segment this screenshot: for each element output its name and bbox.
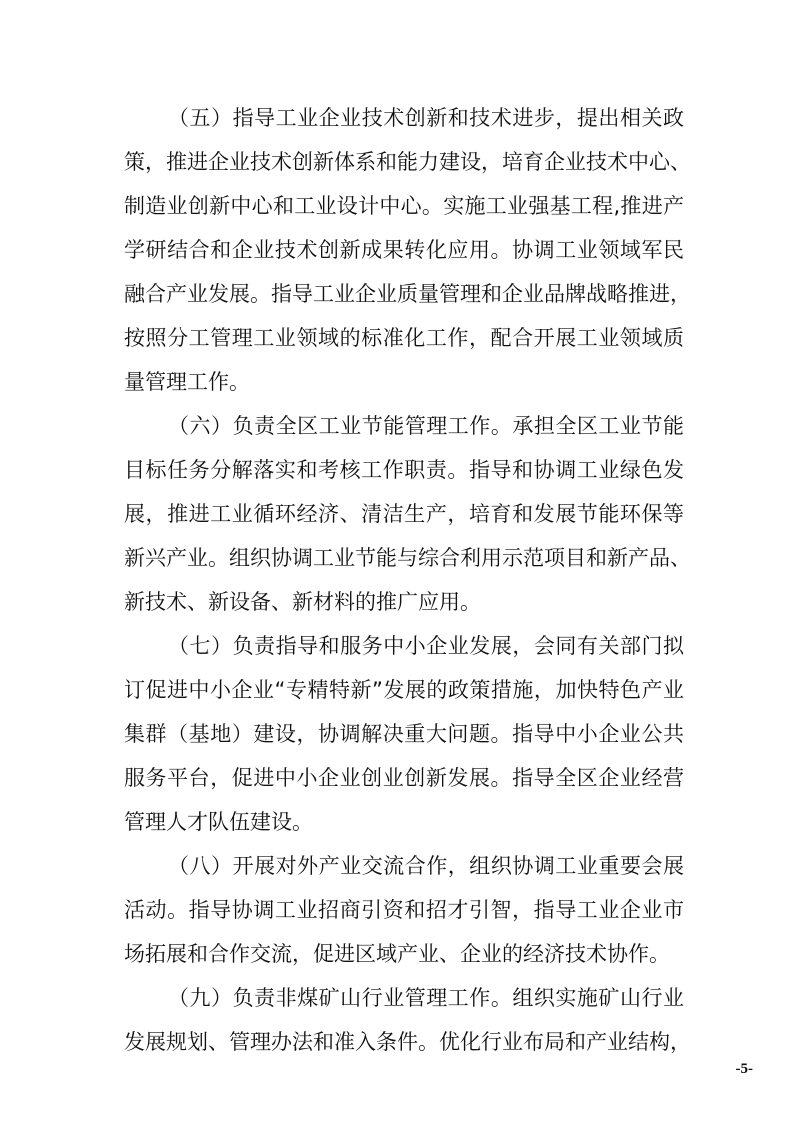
paragraph-6-line-2: 目标任务分解落实和考核工作职责。指导和协调工业绿色发 [124,458,684,482]
paragraph-9-line-1: （九）负责非煤矿山行业管理工作。组织实施矿山行业 [168,986,684,1010]
paragraph-8-line-1: （八）开展对外产业交流合作，组织协调工业重要会展 [168,854,684,878]
paragraph-5-line-1: （五）指导工业企业技术创新和技术进步，提出相关政 [168,106,684,130]
paragraph-7-line-1: （七）负责指导和服务中小企业发展，会同有关部门拟 [168,634,684,658]
paragraph-6-line-4: 新兴产业。组织协调工业节能与综合利用示范项目和新产品、 [124,546,691,570]
paragraph-8-line-2: 活动。指导协调工业招商引资和招才引智，指导工业企业市 [124,898,684,922]
paragraph-7-line-2: 订促进中小企业“专精特新”发展的政策措施，加快特色产业 [124,678,684,702]
paragraph-5-line-5: 融合产业发展。指导工业企业质量管理和企业品牌战略推进， [124,282,691,306]
paragraph-5-line-4: 学研结合和企业技术创新成果转化应用。协调工业领域军民 [124,238,684,262]
paragraph-8-line-3: 场拓展和合作交流，促进区域产业、企业的经济技术协作。 [124,942,670,966]
page-number: -5- [735,1061,753,1077]
paragraph-9-line-2: 发展规划、管理办法和准入条件。优化行业布局和产业结构， [124,1030,691,1054]
paragraph-7-line-4: 服务平台，促进中小企业创业创新发展。指导全区企业经营 [124,766,684,790]
paragraph-5-line-7: 量管理工作。 [124,370,250,394]
paragraph-5-line-3: 制造业创新中心和工业设计中心。实施工业强基工程,推进产 [124,194,684,218]
paragraph-7-line-5: 管理人才队伍建设。 [124,810,313,834]
paragraph-6-line-1: （六）负责全区工业节能管理工作。承担全区工业节能 [168,414,684,438]
paragraph-6-line-3: 展，推进工业循环经济、清洁生产，培育和发展节能环保等 [124,502,684,526]
paragraph-5-line-2: 策，推进企业技术创新体系和能力建设，培育企业技术中心、 [124,150,691,174]
paragraph-6-line-5: 新技术、新设备、新材料的推广应用。 [124,590,481,614]
paragraph-5-line-6: 按照分工管理工业领域的标准化工作，配合开展工业领域质 [124,326,684,350]
paragraph-7-line-3: 集群（基地）建设，协调解决重大问题。指导中小企业公共 [124,722,684,746]
